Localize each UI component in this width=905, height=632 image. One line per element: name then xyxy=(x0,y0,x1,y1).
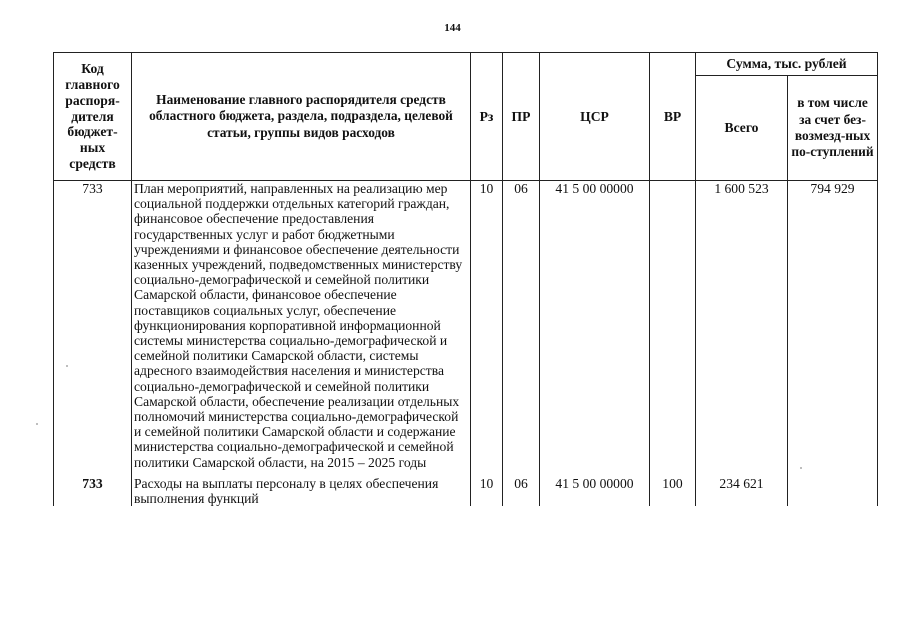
header-sum-group: Сумма, тыс. рублей xyxy=(696,53,878,76)
header-code: Код главного распоря-дителя бюджет-ных средств xyxy=(54,53,132,181)
table-row xyxy=(54,470,878,506)
row-vr: 100 xyxy=(650,470,696,506)
header-name: Наименование главного распорядителя средств областного бюджета, раздела, подраздела, целевой статьи, группы видов расходов xyxy=(132,53,471,181)
row-csr: 41 5 00 00000 xyxy=(540,470,650,506)
row-vr xyxy=(650,181,696,470)
scan-speck xyxy=(800,467,802,469)
header-rz: Рз xyxy=(471,53,503,181)
scan-speck xyxy=(66,365,68,367)
table-row xyxy=(54,181,878,470)
row-rz: 10 xyxy=(471,470,503,506)
row-incl: 794 929 xyxy=(788,181,878,470)
row-csr: 41 5 00 00000 xyxy=(540,181,650,470)
row-pr: 06 xyxy=(503,181,540,470)
header-vr: ВР xyxy=(650,53,696,181)
row-code: 733 xyxy=(54,181,132,470)
row-code: 733 xyxy=(54,470,132,506)
header-pr: ПР xyxy=(503,53,540,181)
budget-table xyxy=(53,52,878,506)
row-pr: 06 xyxy=(503,470,540,506)
row-total: 1 600 523 xyxy=(696,181,788,470)
row-incl xyxy=(788,470,878,506)
page-number: 144 xyxy=(444,22,461,34)
scan-speck xyxy=(36,423,38,425)
row-total: 234 621 xyxy=(696,470,788,506)
header-incl: в том числе за счет без-возмезд-ных по-ступлений xyxy=(788,76,878,181)
header-total: Всего xyxy=(696,76,788,181)
row-name: Расходы на выплаты персоналу в целях обеспечения выполнения функций xyxy=(132,470,471,506)
row-name: План мероприятий, направленных на реализацию мер социальной поддержки отдельных категорий граждан, финансовое обеспечение предоставления государственных услуг и работ бюджетными учреждениями и финансовое обеспечение деятельности казенных учреждений, подведомственных министерству социально-демографической и семейной политики Самарской области, финансовое обеспечение поставщиков социальных услуг, обеспечение функционирования корпоративной информационной системы министерства социально-демографической и семейной политики Самарской области, системы адресного взаимодействия населения и министерства социально-демографической и семейной политики Самарской области, обеспечение реализации отдельных полномочий министерства социально-демографической и семейной политики Самарской области и содержание министерства социально-демографической и семейной политики Самарской области, на 2015 – 2025 годы xyxy=(132,181,471,470)
row-rz: 10 xyxy=(471,181,503,470)
header-csr: ЦСР xyxy=(540,53,650,181)
